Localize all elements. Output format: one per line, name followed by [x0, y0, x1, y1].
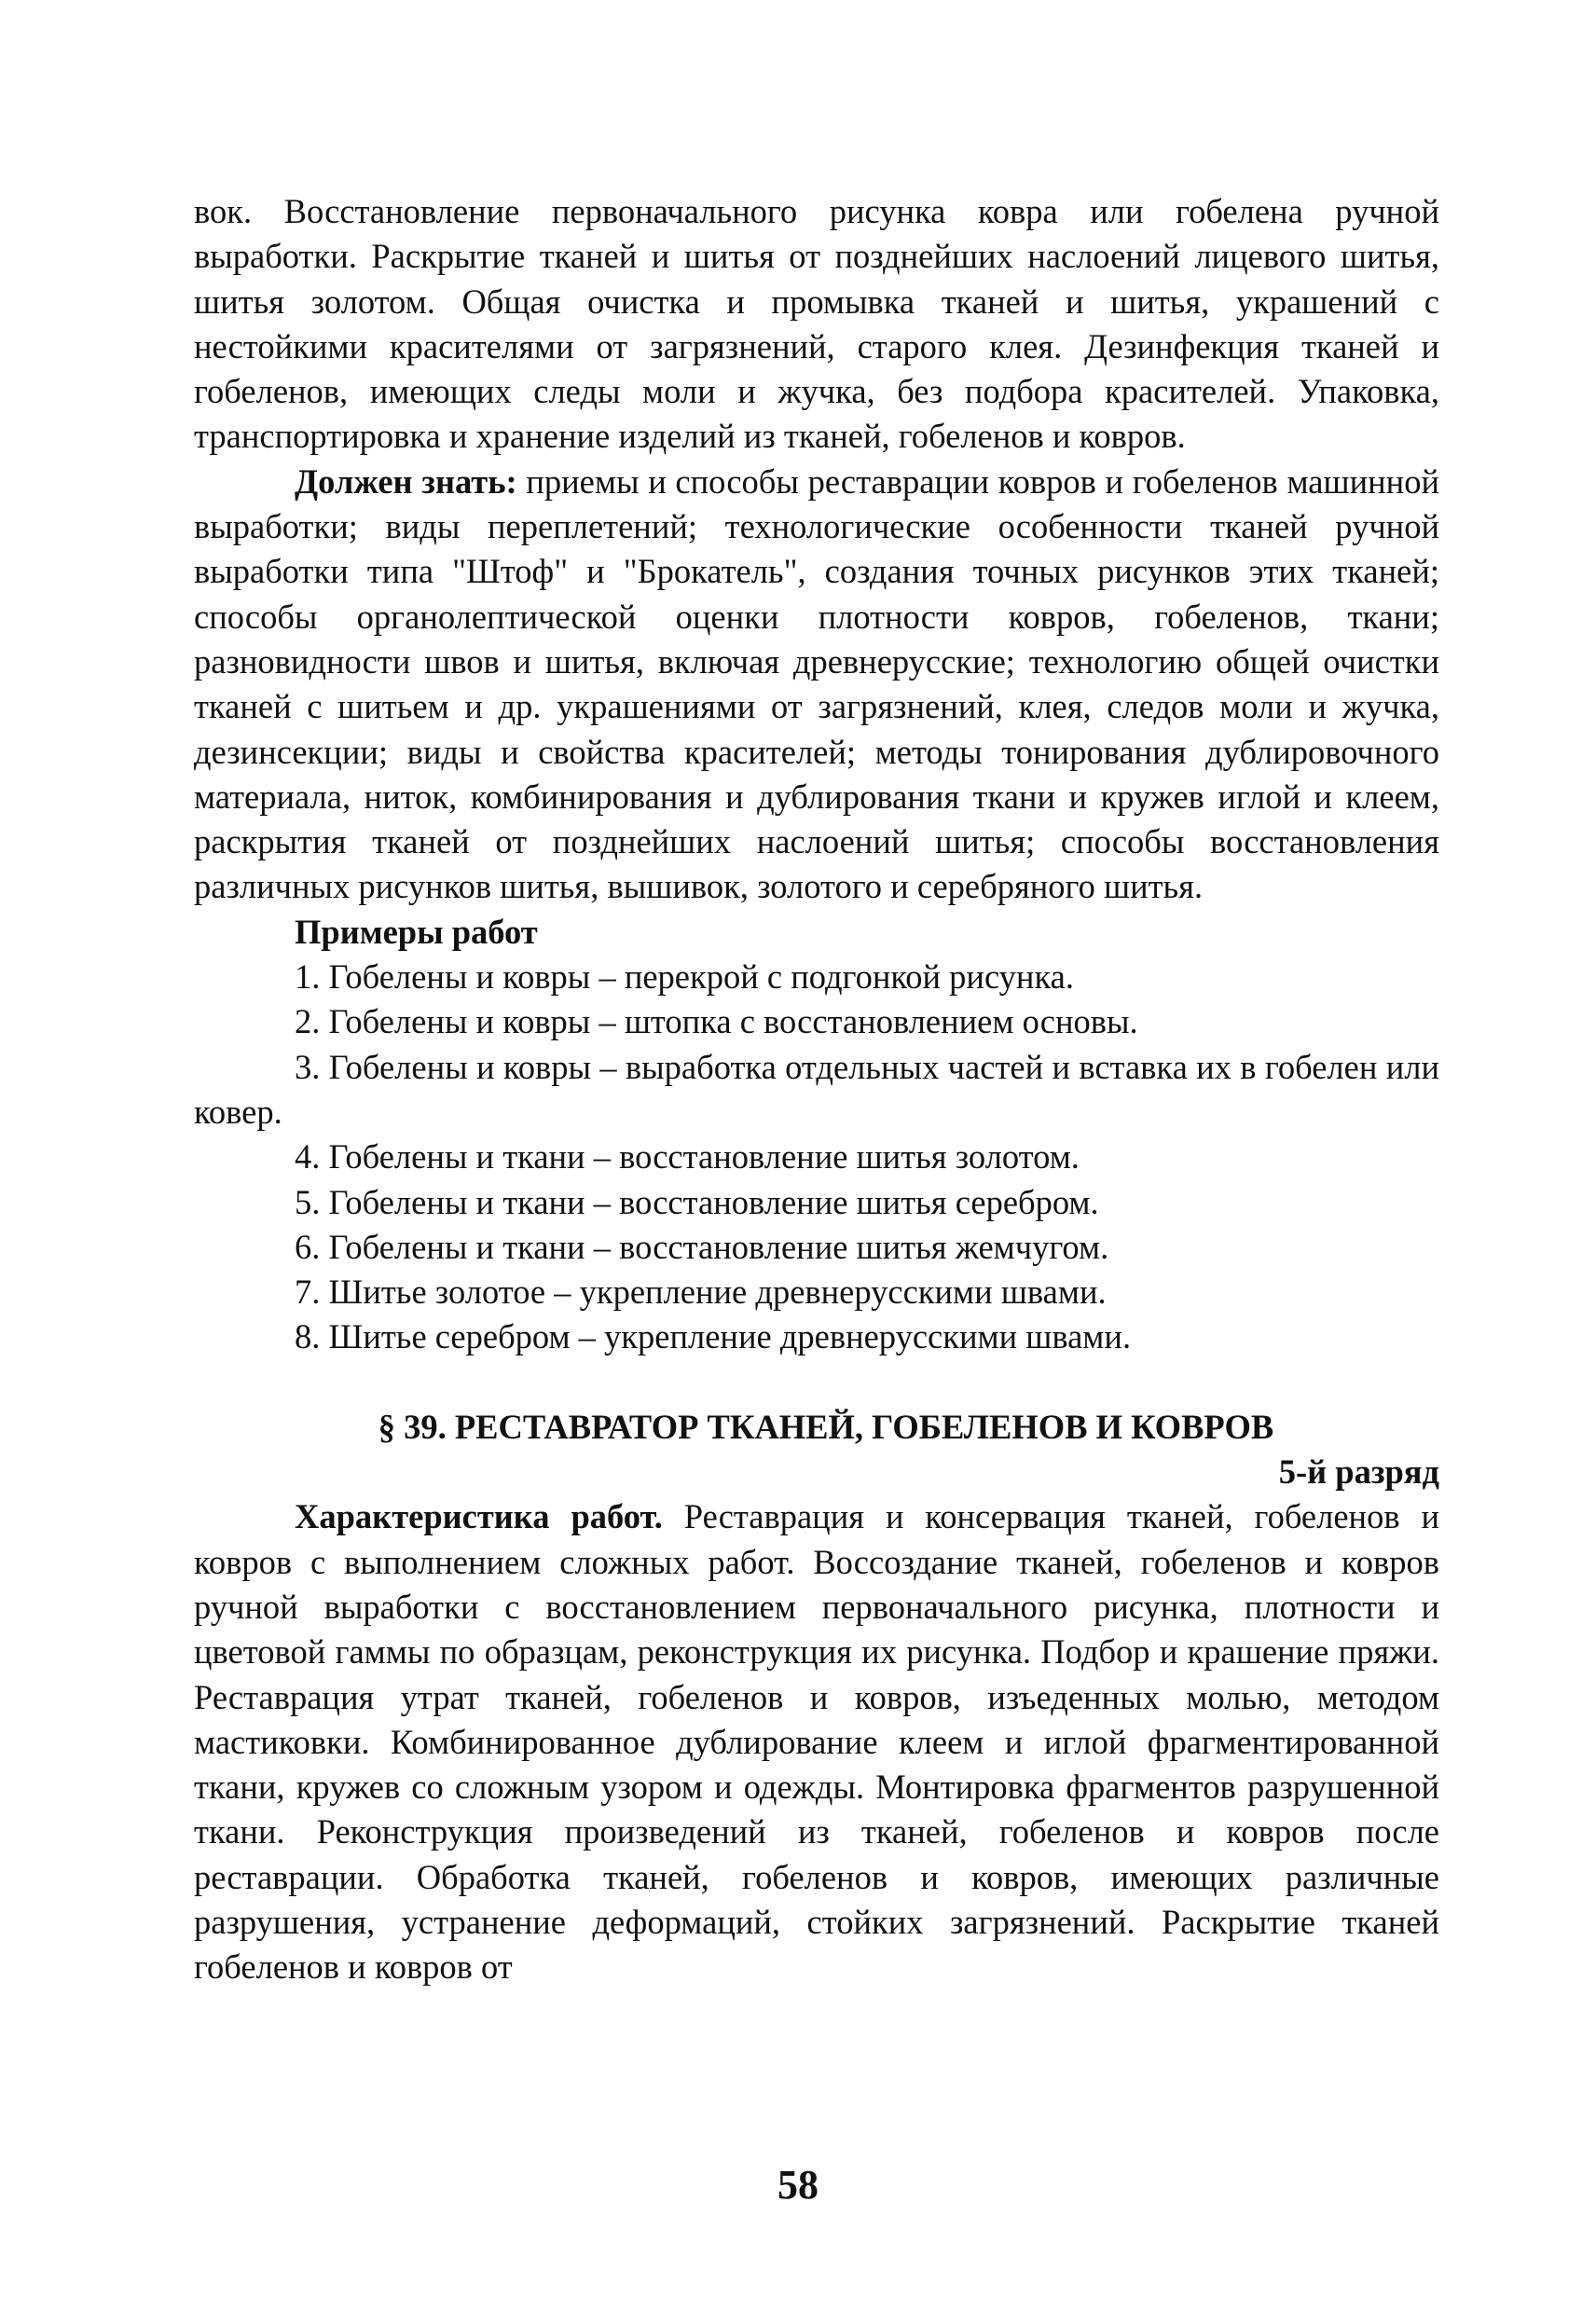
list-item: 3. Гобелены и ковры – выработка отдельных частей и вставка их в гобелен или ковер. [194, 1047, 1439, 1131]
must-know-paragraph [194, 460, 1439, 910]
list-item: 5. Гобелены и ткани – восстановление шитья серебром. [295, 1182, 1099, 1221]
list-item: 7. Шитье золотое – укрепление древнерусскими швами. [295, 1273, 1107, 1312]
section-spacer [194, 1360, 1439, 1405]
page-number: 58 [777, 2162, 819, 2208]
list-item: 4. Гобелены и ткани – восстановление шитья золотом. [295, 1137, 1080, 1177]
must-know-label: Должен знать: [295, 461, 517, 501]
examples-heading: Примеры работ [295, 912, 538, 951]
continuation-paragraph: вок. Восстановление первоначального рисунка ковра или гобелена ручной выработки. Раскрытие тканей и шитья от позднейших наслоений лицевого шитья, шитья золотом. Общая очистка и промывка тканей и шитья, украшений с нестойкими красителями от загрязнений, старого клея. Дезинфекция тканей и гобеленов, имеющих следы моли и жучка, без подбора красителей. Упаковка, транспортировка и хранение изделий из тканей, гобеленов и ковров. [194, 192, 1439, 456]
list-item: 2. Гобелены и ковры – штопка с восстановлением основы. [295, 1002, 1138, 1041]
list-item: 6. Гобелены и ткани – восстановление шитья жемчугом. [295, 1227, 1109, 1266]
characteristic-paragraph [194, 1494, 1439, 1989]
list-item: 1. Гобелены и ковры – перекрой с подгонкой рисунка. [295, 957, 1074, 997]
grade-label: 5-й разряд [1278, 1452, 1439, 1492]
must-know-text: приемы и способы реставрации ковров и гобеленов машинной выработки; виды переплетений; технологические особенности тканей ручной выработки типа "Штоф" и "Брокатель", создания точных рисунков этих тканей; способы органолептической оценки плотности ковров, гобеленов, ткани; разновидности швов и шитья, включая древнерусские; технологию общей очистки тканей с шитьем и др. украшениями от загрязнений, клея, следов моли и жучка, дезинсекции; виды и свойства красителей; методы тонирования дублировочного материала, ниток, комбинирования и дублирования ткани и кружев иглой и клеем, раскрытия тканей от позднейших наслоений шитья; способы восстановления различных рисунков шитья, вышивок, золотого и серебряного шитья. [194, 461, 1439, 906]
examples-list [194, 955, 1439, 1360]
characteristic-label: Характеристика работ. [295, 1497, 663, 1536]
section-title: § 39. РЕСТАВРАТОР ТКАНЕЙ, ГОБЕЛЕНОВ И КОВРОВ [378, 1407, 1274, 1446]
list-item: 8. Шитье серебром – укрепление древнерусскими швами. [295, 1317, 1132, 1356]
characteristic-text: Реставрация и консервация тканей, гобеленов и ковров с выполнением сложных работ. Воссоздание тканей, гобеленов и ковров ручной выработки с восстановлением первоначального рисунка, плотности и цветовой гаммы по образцам, реконструкция их рисунка. Подбор и крашение пряжи. Реставрация утрат тканей, гобеленов и ковров, изъеденных молью, методом мастиковки. Комбинированное дублирование клеем и иглой фрагментированной ткани, кружев со сложным узором и одежды. Монтировка фрагментов разрушенной ткани. Реконструкция произведений из тканей, гобеленов и ковров после реставрации. Обработка тканей, гобеленов и ковров, имеющих различные разрушения, устранение деформаций, стойких загрязнений. Раскрытие тканей гобеленов и ковров от [194, 1497, 1439, 1987]
page-body [194, 189, 1439, 1990]
